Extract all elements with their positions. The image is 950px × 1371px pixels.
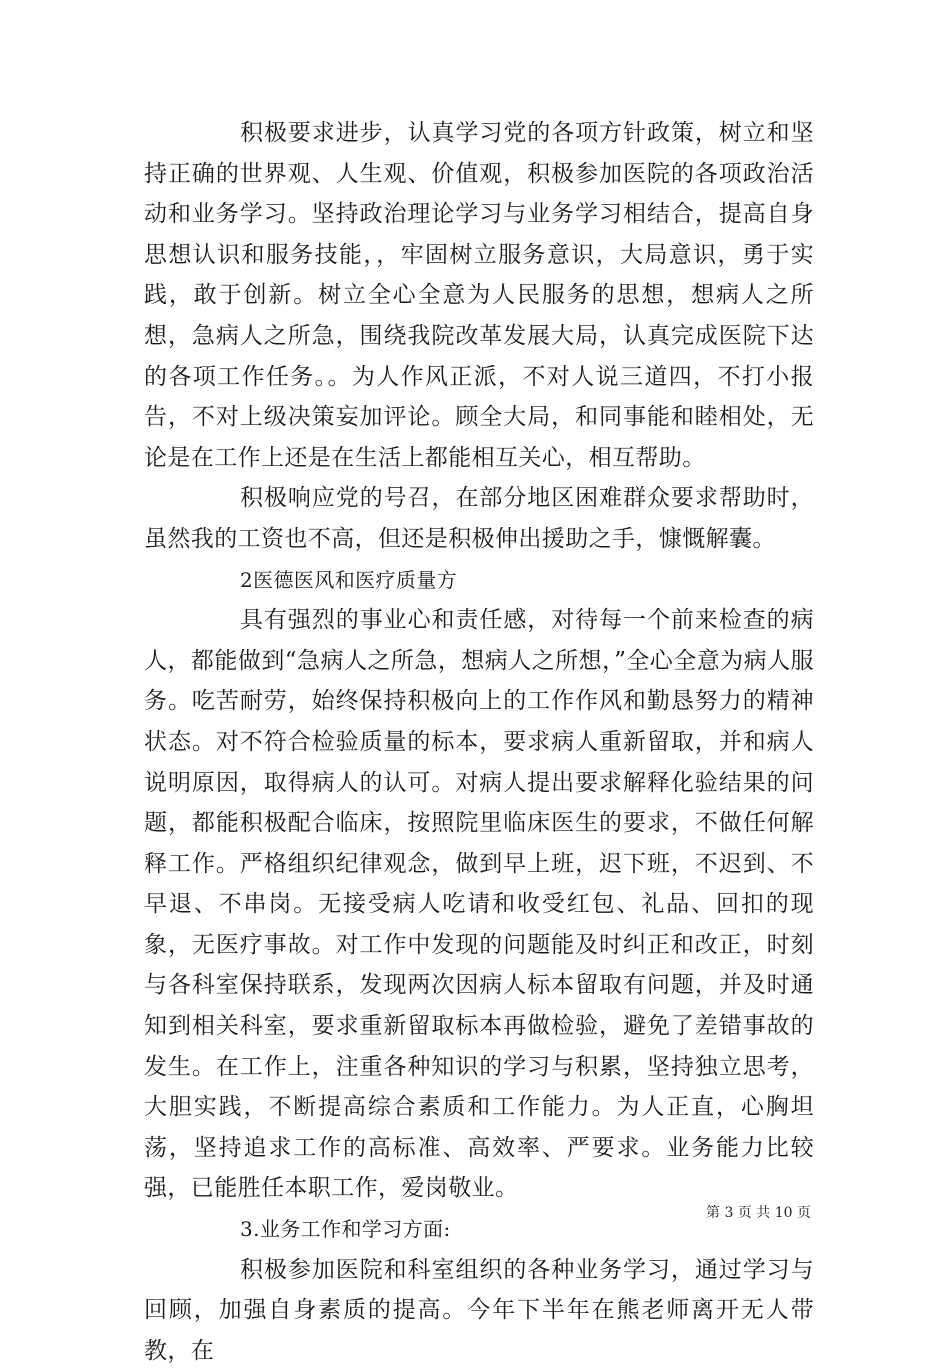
paragraph-work-study: 积极参加医院和科室组织的各种业务学习，通过学习与回顾，加强自身素质的提高。今年下半年在熊老师离开无人带教，在 <box>144 1256 814 1364</box>
paragraph-charity: 积极响应党的号召，在部分地区困难群众要求帮助时，虽然我的工资也不高，但还是积极伸出援助之手，慷慨解囊。 <box>144 485 814 552</box>
paragraph-political-study: 积极要求进步，认真学习党的各项方针政策，树立和坚持正确的世界观、人生观、价值观，积极参加医院的各项政治活动和业务学习。坚持政治理论学习与业务学习相结合，提高自身思想认识和服务技能，，牢固树立服务意识，大局意识，勇于实践，敢于创新。树立全心全意为人民服务的思想，想病人之所想，急病人之所急，围绕我院改革发展大局，认真完成医院下达的各项工作任务。。为人作风正派，不对人说三道四，不打小报告，不对上级决策妄加评论。顾全大局，和同事能和睦相处，无论是在工作上还是在生活上都能相互关心，相互帮助。 <box>144 120 814 471</box>
document-body <box>144 113 814 1371</box>
section-heading-work-study: 3.业务工作和学习方面: <box>240 1217 451 1242</box>
section-heading-medical-ethics: 2医德医风和医疗质量方 <box>240 567 458 592</box>
page-number-footer: 第 3 页 共 10 页 <box>706 1205 811 1221</box>
paragraph-medical-ethics: 具有强烈的事业心和责任感，对待每一个前来检查的病人，都能做到“急病人之所急，想病人之所想，”全心全意为病人服务。吃苦耐劳，始终保持积极向上的工作作风和勤恳努力的精神状态。对不符合检验质量的标本，要求病人重新留取，并和病人说明原因，取得病人的认可。对病人提出要求解释化验结果的问题，都能积极配合临床，按照院里临床医生的要求，不做任何解释工作。严格组织纪律观念，做到早上班，迟下班，不迟到、不早退、不串岗。无接受病人吃请和收受红包、礼品、回扣的现象，无医疗事故。对工作中发现的问题能及时纠正和改正，时刻与各科室保持联系，发现两次因病人标本留取有问题，并及时通知到相关科室，要求重新留取标本再做检验，避免了差错事故的发生。在工作上，注重各种知识的学习与积累，坚持独立思考，大胆实践，不断提高综合素质和工作能力。为人正直，心胸坦荡，坚持追求工作的高标准、高效率、严要求。业务能力比较强，已能胜任本职工作，爱岗敬业。 <box>144 607 814 1202</box>
